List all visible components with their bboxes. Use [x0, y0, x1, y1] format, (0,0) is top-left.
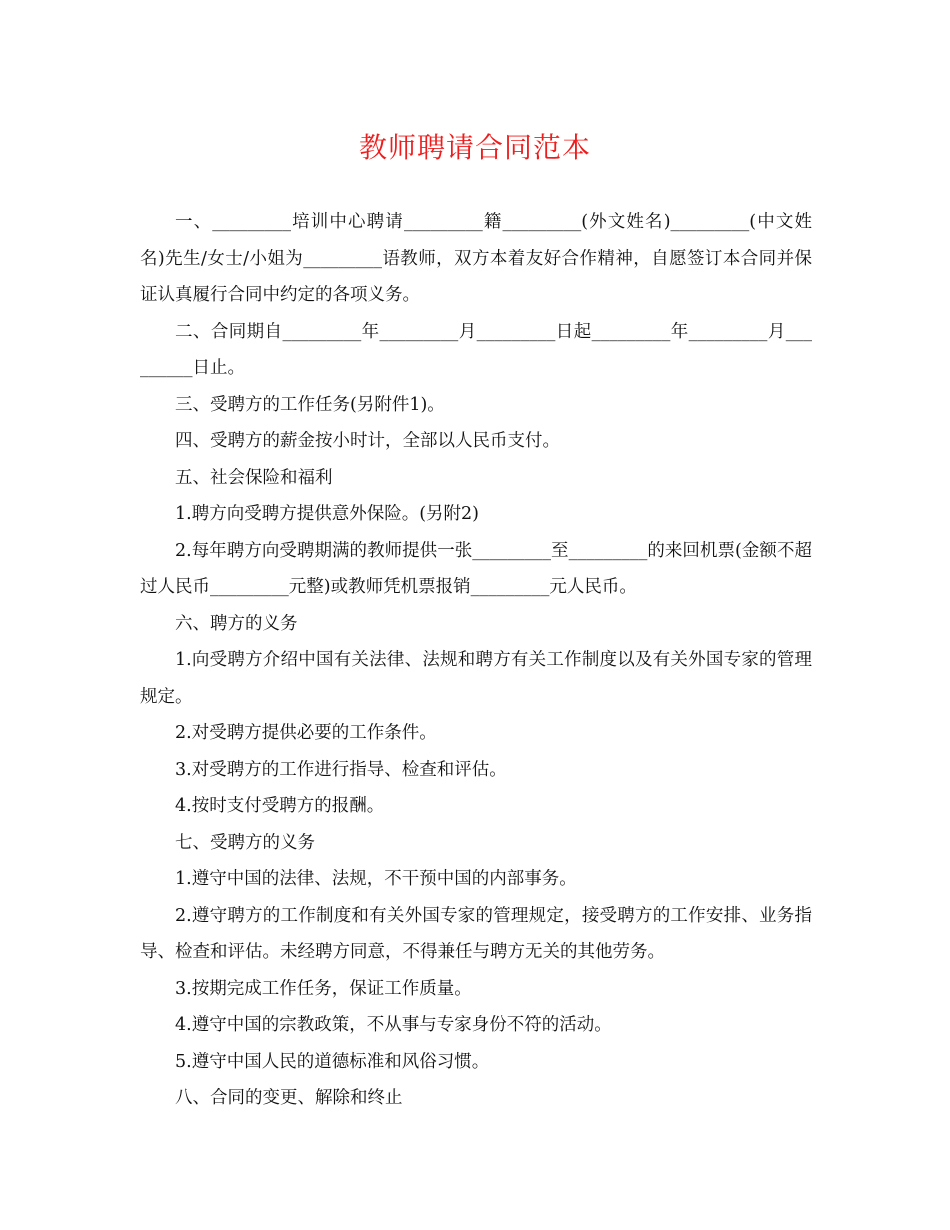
section-heading-6: 六、聘方的义务: [175, 613, 298, 634]
section-heading-8: 八、合同的变更、解除和终止: [175, 1088, 403, 1108]
section-heading-5: 五、社会保险和福利: [175, 467, 333, 488]
paragraph-3: 三、受聘方的工作任务(另附件1)。: [175, 394, 445, 415]
paragraph-7-1: 1.遵守中国的法律、法规，不干预中国的内部事务。: [175, 869, 577, 889]
paragraph-4: 四、受聘方的薪金按小时计，全部以人民币支付。: [175, 431, 560, 451]
paragraph-7-3: 3.按期完成工作任务，保证工作质量。: [175, 978, 472, 999]
paragraph-6-1: 1.向受聘方介绍中国有关法律、法规和聘方有关工作制度以及有关外国专家的管理规定。: [140, 650, 812, 707]
paragraph-6-3: 3.对受聘方的工作进行指导、检查和评估。: [175, 759, 507, 780]
paragraph-1: 一、_________培训中心聘请_________籍_________(外文姓名)_________(中文姓名)先生/女士/小姐为_________语教师，双方本着友好合作精神，自愿签订本合同并保证认真履行合同中约定的各项义务。: [140, 212, 812, 305]
document-title: 教师聘请合同范本: [358, 131, 591, 164]
paragraph-2: 二、合同期自_________年_________月_________日起_________年_________月_________日止。: [140, 321, 812, 378]
paragraph-7-4: 4.遵守中国的宗教政策，不从事与专家身份不符的活动。: [175, 1015, 612, 1035]
paragraph-5-2: 2.每年聘方向受聘期满的教师提供一张_________至_________的来回机票(金额不超过人民币_________元整)或教师凭机票报销_________元人民币。: [140, 540, 812, 597]
paragraph-5-1: 1.聘方向受聘方提供意外保险。(另附2): [175, 504, 479, 524]
paragraph-7-5: 5.遵守中国人民的道德标准和风俗习惯。: [175, 1051, 490, 1072]
paragraph-7-2: 2.遵守聘方的工作制度和有关外国专家的管理规定，接受聘方的工作安排、业务指导、检查和评估。未经聘方同意，不得兼任与聘方无关的其他劳务。: [140, 905, 812, 962]
document-body: [140, 204, 812, 1117]
section-heading-7: 七、受聘方的义务: [175, 832, 315, 853]
paragraph-6-2: 2.对受聘方提供必要的工作条件。: [175, 723, 437, 743]
paragraph-6-4: 4.按时支付受聘方的报酬。: [175, 796, 385, 816]
